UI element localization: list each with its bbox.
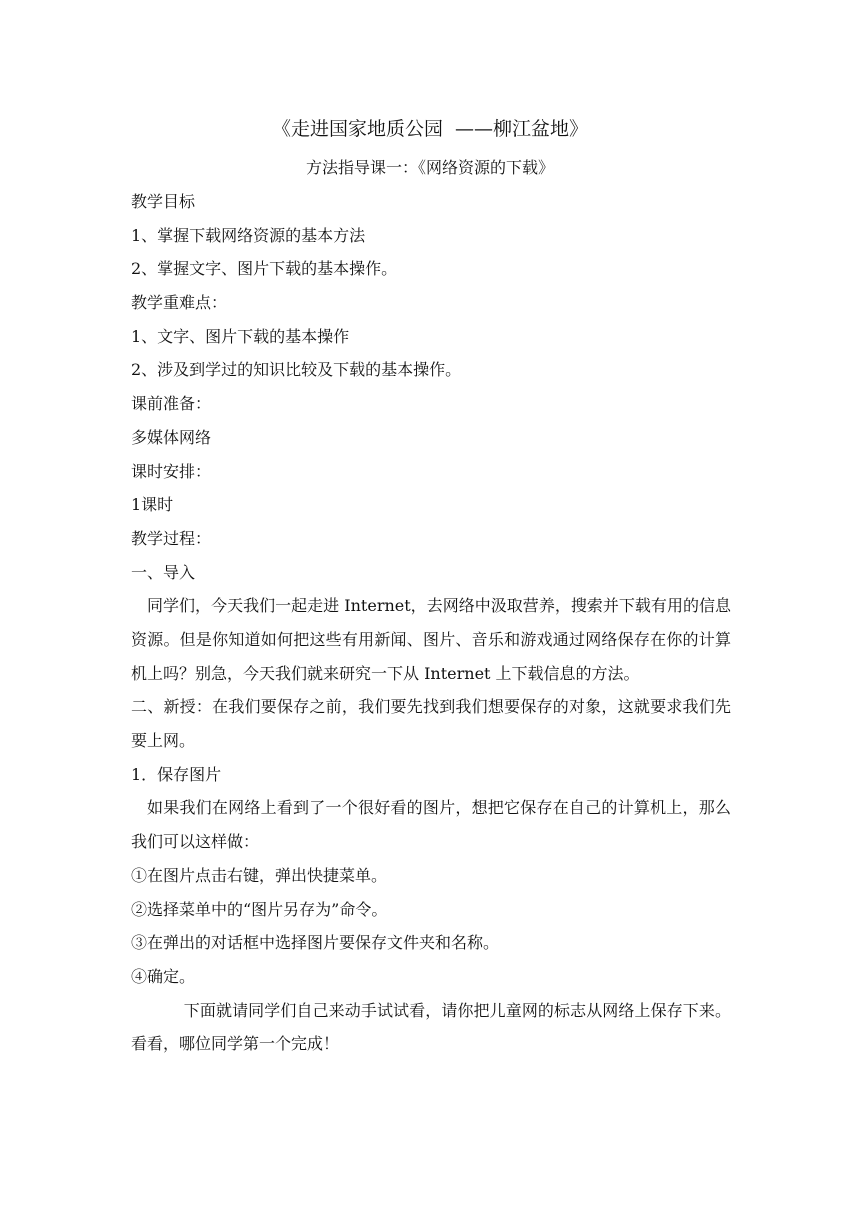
list-item: 1、掌握下载网络资源的基本方法 — [131, 225, 366, 245]
list-item: 2、涉及到学过的知识比较及下载的基本操作。 — [131, 360, 462, 380]
list-item: 2、掌握文字、图片下载的基本操作。 — [131, 259, 398, 279]
save-image-heading: 1．保存图片 — [131, 764, 222, 784]
document-body — [131, 185, 731, 1061]
step-item: ②选择菜单中的“图片另存为”命令。 — [131, 899, 388, 919]
step-item: ③在弹出的对话框中选择图片要保存文件夹和名称。 — [131, 933, 500, 953]
section-heading-preparation: 课前准备： — [131, 394, 212, 414]
preparation-text: 多媒体网络 — [131, 427, 212, 447]
schedule-text: 1课时 — [131, 495, 174, 515]
list-item: 1、文字、图片下载的基本操作 — [131, 326, 350, 346]
section-heading-intro: 一、导入 — [131, 562, 196, 582]
intro-paragraph: 同学们，今天我们一起走进 Internet，去网络中汲取营养，搜索并下载有用的信息资源。但是你知道如何把这些有用新闻、图片、音乐和游戏通过网络保存在你的计算机上吗？别急，今天我们就来研究一下从 Internet 上下载信息的方法。 — [131, 596, 731, 683]
save-image-paragraph: 如果我们在网络上看到了一个很好看的图片，想把它保存在自己的计算机上，那么我们可以这样做： — [131, 798, 731, 852]
section-heading-key-points: 教学重难点： — [131, 293, 228, 313]
step-item: ④确定。 — [131, 966, 196, 986]
section-heading-process: 教学过程： — [131, 528, 212, 548]
section-heading-teaching-goals: 教学目标 — [131, 192, 196, 211]
new-lesson-paragraph: 二、新授：在我们要保存之前，我们要先找到我们想要保存的对象，这就要求我们先要上网。 — [131, 697, 731, 751]
step-item: ①在图片点击右键，弹出快捷菜单。 — [131, 865, 388, 885]
section-heading-schedule: 课时安排： — [131, 461, 212, 481]
exercise-paragraph: 下面就请同学们自己来动手试试看，请你把儿童网的标志从网络上保存下来。看看，哪位同学第一个完成！ — [131, 1000, 731, 1054]
document-subtitle: 方法指导课一：《网络资源的下载》 — [305, 158, 554, 177]
document-title: 《走进国家地质公园 ——柳江盆地》 — [271, 118, 589, 140]
